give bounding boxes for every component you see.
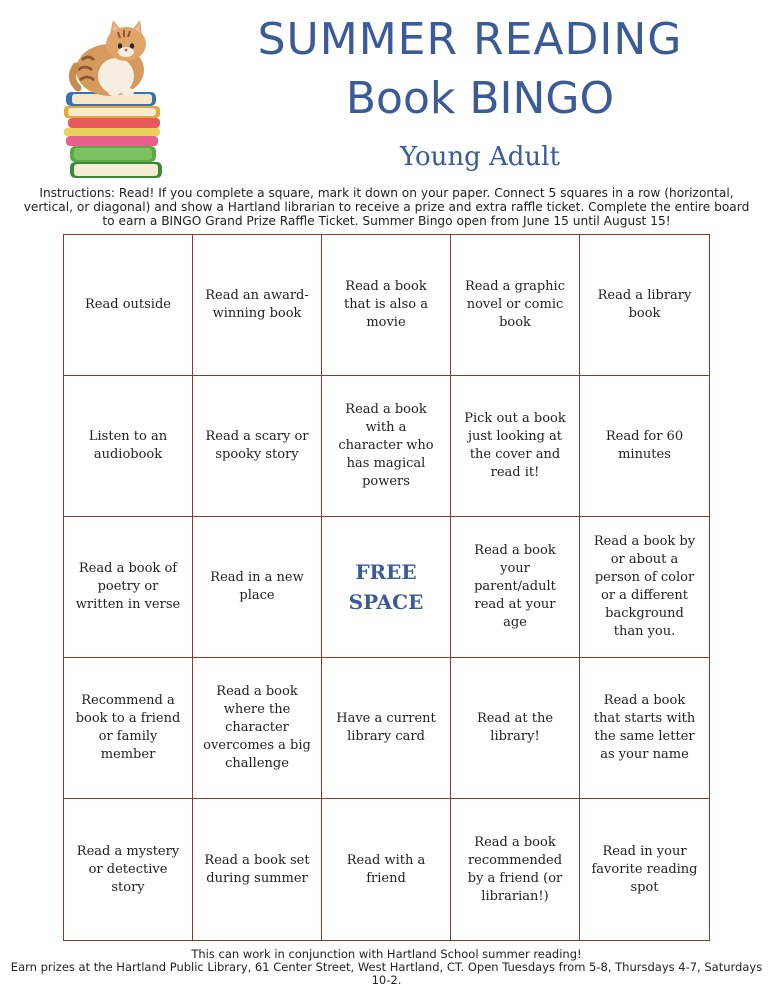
bingo-square: Read a graphic novel or comic book	[451, 235, 580, 376]
bingo-square: Recommend a book to a friend or family member	[64, 658, 193, 799]
bingo-square: Read in a new place	[193, 517, 322, 658]
bingo-square: Read an award-winning book	[193, 235, 322, 376]
bingo-square: Pick out a book just looking at the cover and read it!	[451, 376, 580, 517]
bingo-square: Read a book by or about a person of color or a different background than you.	[580, 517, 709, 658]
bingo-square: Read a scary or spooky story	[193, 376, 322, 517]
title-line-1: SUMMER READING	[257, 14, 683, 65]
bingo-square: Have a current library card	[322, 658, 451, 799]
bingo-square: Read for 60 minutes	[580, 376, 709, 517]
footer	[10, 948, 763, 987]
instructions-text: Instructions: Read! If you complete a square, mark it down on your paper. Connect 5 squares in a row (horizontal, vertical, or diagonal) and show a Hartland librarian to receive a prize and extra raffle ticket. Complete the entire board to earn a BINGO Grand Prize Raffle Ticket. Summer Bingo open from June 15 until August 15!	[23, 186, 750, 228]
subtitle: Young Adult	[400, 142, 560, 172]
bingo-square: Read a mystery or detective story	[64, 799, 193, 940]
bingo-square: Read a book recommended by a friend (or librarian!)	[451, 799, 580, 940]
title-line-2: Book BINGO	[345, 73, 615, 124]
bingo-square: Read with a friend	[322, 799, 451, 940]
bingo-board	[63, 234, 710, 941]
footer-line-2: Earn prizes at the Hartland Public Library, 61 Center Street, West Hartland, CT. Open Tuesdays from 5-8, Thursdays 4-7, Saturdays 10-2.	[10, 960, 763, 987]
bingo-square: Read a book of poetry or written in verse	[64, 517, 193, 658]
bingo-square: Read outside	[64, 235, 193, 376]
bingo-square: Read a book your parent/adult read at your age	[451, 517, 580, 658]
bingo-square: Read at the library!	[451, 658, 580, 799]
bingo-square: Read a library book	[580, 235, 709, 376]
cat-on-book-stack-icon	[58, 18, 173, 183]
bingo-square: Read a book with a character who has magical powers	[322, 376, 451, 517]
free-space-square: FREE SPACE	[322, 517, 451, 658]
bingo-square: Read a book where the character overcomes a big challenge	[193, 658, 322, 799]
bingo-square: Read a book that is also a movie	[322, 235, 451, 376]
bingo-square: Read in your favorite reading spot	[591, 843, 698, 895]
footer-line-1: This can work in conjunction with Hartland School summer reading!	[191, 947, 582, 961]
bingo-square: Read a book set during summer	[193, 799, 322, 940]
bingo-square: Listen to an audiobook	[64, 376, 193, 517]
bingo-square: Read a book that starts with the same letter as your name	[580, 658, 709, 799]
